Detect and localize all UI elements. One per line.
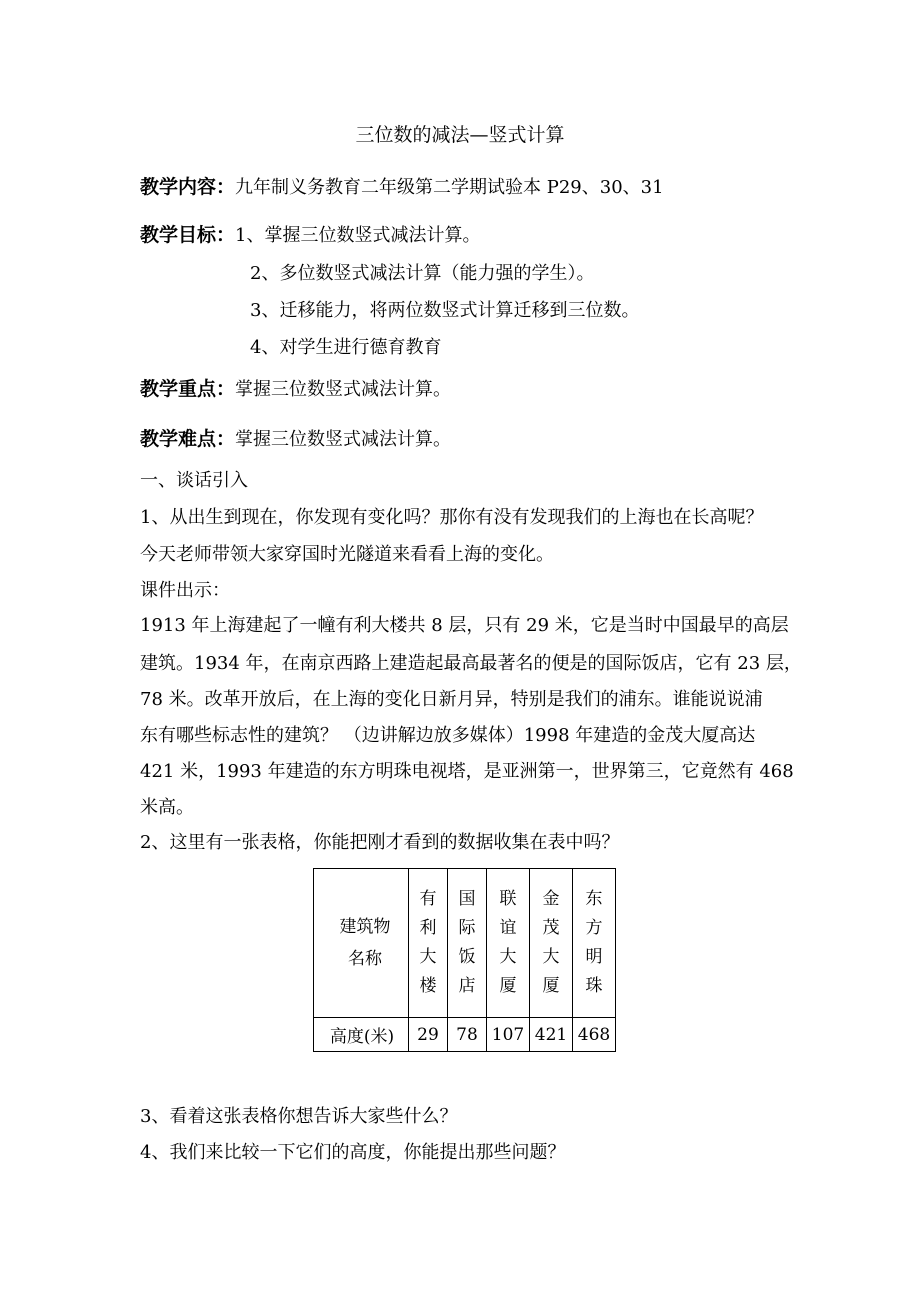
table-cell (573, 869, 616, 1018)
paragraph-line: 421 米，1993 年建造的东方明珠电视塔，是亚洲第一，世界第三，它竟然有 468 (140, 761, 794, 782)
teaching-objectives-label: 教学目标： (140, 224, 236, 246)
building-name: 国际饭店 (458, 889, 476, 996)
question-2: 2、这里有一张表格，你能把刚才看到的数据收集在表中吗？ (140, 832, 620, 853)
objective-item: 1、掌握三位数竖式减法计算。 (235, 225, 481, 246)
building-height: 29 (409, 1018, 448, 1052)
table-cell (487, 869, 530, 1018)
building-name: 金茂大厦 (542, 889, 560, 996)
key-point-label: 教学重点： (140, 378, 236, 400)
table-cell (530, 869, 573, 1018)
section-heading: 一、谈话引入 (140, 470, 248, 491)
building-height: 78 (448, 1018, 487, 1052)
objective-item: 3、迁移能力，将两位数竖式计算迁移到三位数。 (250, 300, 640, 321)
difficulty-text: 掌握三位数竖式减法计算。 (235, 429, 452, 450)
teaching-content-label: 教学内容： (140, 176, 236, 198)
height-header: 高度(米) (314, 1018, 409, 1052)
teaching-objectives-line (140, 223, 480, 248)
paragraph-line: 78 米。改革开放后，在上海的变化日新月异，特别是我们的浦东。谁能说说浦 (140, 689, 763, 710)
table-row (314, 1018, 616, 1052)
paragraph-line: 米高。 (140, 797, 194, 818)
building-name: 东方明珠 (585, 889, 603, 996)
building-height: 468 (573, 1018, 616, 1052)
difficulty-line (140, 427, 451, 452)
building-height: 107 (487, 1018, 530, 1052)
table-cell (409, 869, 448, 1018)
teaching-content-line (140, 175, 664, 200)
question-4: 4、我们来比较一下它们的高度，你能提出那些问题？ (140, 1142, 566, 1163)
teaching-content-text: 九年制义务教育二年级第二学期试验本 P29、30、31 (235, 177, 664, 198)
paragraph-line: 1913 年上海建起了一幢有利大楼共 8 层，只有 29 米，它是当时中国最早的高层 (140, 615, 789, 636)
objective-item: 4、对学生进行德育教育 (250, 337, 442, 358)
paragraph-line: 建筑。1934 年，在南京西路上建造起最高最著名的便是的国际饭店，它有 23 层， (140, 653, 802, 674)
paragraph-line: 东有哪些标志性的建筑？ （边讲解边放多媒体）1998 年建造的金茂大厦高达 (140, 725, 756, 746)
question-3: 3、看着这张表格你想告诉大家些什么？ (140, 1106, 458, 1127)
building-name-header: 建筑物名称 (314, 869, 409, 1018)
building-height: 421 (530, 1018, 573, 1052)
page-title: 三位数的减法—竖式计算 (355, 124, 565, 146)
table-row (314, 869, 616, 1018)
difficulty-label: 教学难点： (140, 428, 236, 450)
courseware-label: 课件出示： (140, 580, 230, 601)
key-point-text: 掌握三位数竖式减法计算。 (235, 379, 452, 400)
building-heights-table (313, 868, 616, 1052)
question-1-line: 1、从出生到现在，你发现有变化吗？那你有没有发现我们的上海也在长高呢？ (140, 507, 764, 528)
question-1-line: 今天老师带领大家穿国时光隧道来看看上海的变化。 (140, 544, 554, 565)
building-name: 有利大楼 (419, 889, 437, 996)
table-cell (448, 869, 487, 1018)
objective-item: 2、多位数竖式减法计算（能力强的学生）。 (250, 263, 595, 284)
building-name: 联谊大厦 (499, 889, 517, 996)
key-point-line (140, 377, 451, 402)
